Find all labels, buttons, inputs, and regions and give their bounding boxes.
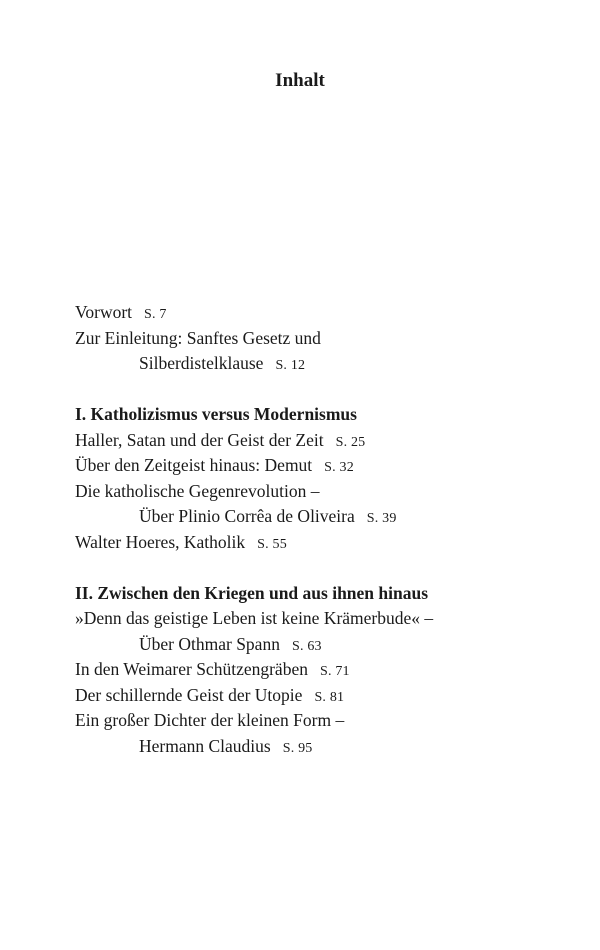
toc-page-ref: S. 39 xyxy=(366,511,397,526)
section-gap xyxy=(75,377,575,403)
toc-entry-einleitung xyxy=(75,326,575,377)
toc-entry xyxy=(75,479,575,530)
toc-page-ref: S. 55 xyxy=(257,536,287,552)
toc-entry xyxy=(75,708,575,759)
toc-entry-title-line1: »Denn das geistige Leben ist keine Krämerbude« – xyxy=(75,608,434,628)
toc-entry xyxy=(75,453,575,479)
toc-entry xyxy=(75,657,575,683)
toc-page-ref: S. 71 xyxy=(319,664,350,679)
toc-entry xyxy=(75,530,575,556)
section-heading: II. Zwischen den Kriegen und aus ihnen hinaus xyxy=(75,582,429,603)
toc-page-ref: S. 95 xyxy=(282,740,313,756)
toc-entry-title-line1: Die katholische Gegenrevolution – xyxy=(75,480,320,501)
toc-entry-title-line2-wrap xyxy=(75,734,575,760)
page-title: Inhalt xyxy=(275,70,325,91)
toc-entry-title-line1: Ein großer Dichter der kleinen Form – xyxy=(75,710,345,730)
toc-page-ref: S. 12 xyxy=(275,358,306,373)
toc-page-ref: S. 32 xyxy=(324,460,354,475)
toc-entry-title-line2-wrap xyxy=(75,504,575,530)
toc-entry-title-line2: Hermann Claudius xyxy=(139,735,271,756)
toc-entry-vorwort xyxy=(75,300,575,326)
toc-entry-title: Walter Hoeres, Katholik xyxy=(75,531,246,552)
toc-entry-title-line2: Silberdistelklause xyxy=(139,353,264,373)
toc-page-ref: S. 63 xyxy=(291,638,322,654)
toc-page-ref: S. 7 xyxy=(144,307,167,322)
toc-entry-title: Vorwort xyxy=(75,302,133,322)
toc-entry-title-line2: Über Plinio Corrêa de Oliveira xyxy=(139,506,355,526)
table-of-contents xyxy=(75,300,575,759)
section-heading: I. Katholizismus versus Modernismus xyxy=(75,404,357,424)
toc-entry-title-line2-wrap xyxy=(75,351,575,377)
toc-entry-title-line2-wrap xyxy=(75,632,575,658)
toc-entry-title: In den Weimarer Schützengräben xyxy=(75,659,308,679)
toc-page-ref: S. 81 xyxy=(314,689,345,705)
toc-page-ref: S. 25 xyxy=(335,434,366,450)
toc-entry-title-line2: Über Othmar Spann xyxy=(139,633,280,654)
toc-entry-title: Haller, Satan und der Geist der Zeit xyxy=(75,429,324,450)
toc-entry xyxy=(75,683,575,709)
toc-entry-title: Über den Zeitgeist hinaus: Demut xyxy=(75,455,313,475)
toc-section-1 xyxy=(75,402,575,555)
toc-entry-title-line1: Zur Einleitung: Sanftes Gesetz und xyxy=(75,327,321,348)
toc-entry-title: Der schillernde Geist der Utopie xyxy=(75,684,303,705)
section-gap xyxy=(75,555,575,581)
toc-section-2 xyxy=(75,581,575,760)
toc-entry xyxy=(75,428,575,454)
toc-entry xyxy=(75,606,575,657)
